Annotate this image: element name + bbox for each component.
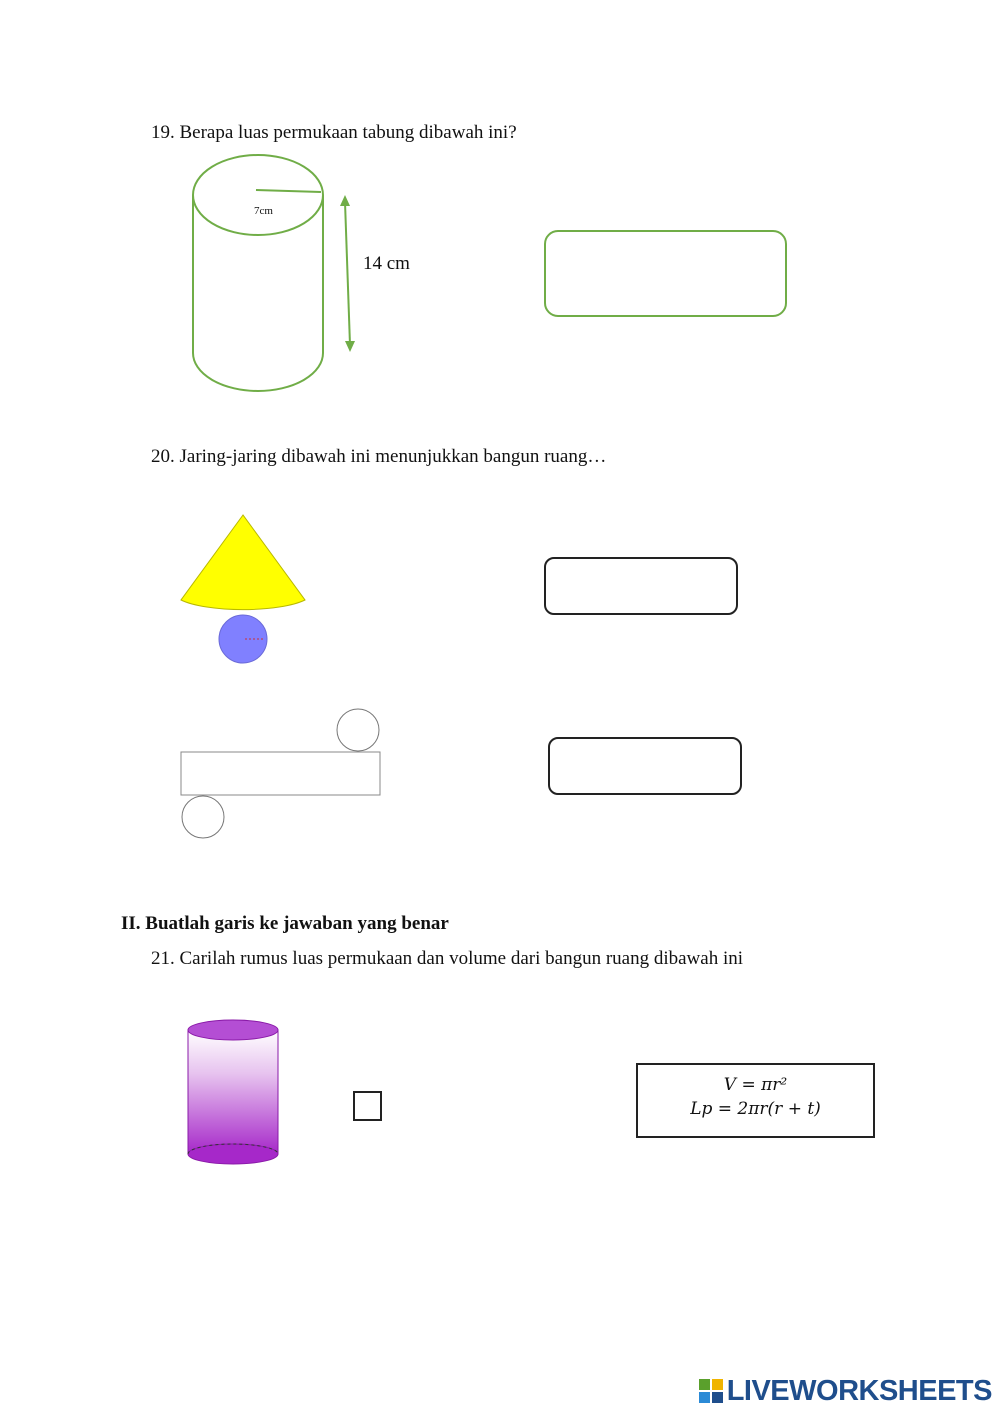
- liveworksheets-logo: [699, 1375, 992, 1407]
- height-label: 14 cm: [363, 253, 410, 274]
- radius-label: 7cm: [254, 205, 273, 217]
- section-2-number: II.: [121, 913, 141, 934]
- cylinder-diagram-q19: [180, 150, 370, 400]
- section-2-heading: [121, 913, 449, 935]
- purple-cylinder-image: [180, 1015, 290, 1175]
- match-point-square[interactable]: [353, 1091, 382, 1121]
- question-20-text: 20. Jaring-jaring dibawah ini menunjukkan bangun ruang…: [151, 446, 607, 467]
- question-19-text: 19. Berapa luas permukaan tabung dibawah ini?: [151, 122, 517, 143]
- answer-box-q20-cylinder[interactable]: [548, 737, 742, 795]
- answer-box-q20-cone[interactable]: [544, 557, 738, 615]
- section-2-title: Buatlah garis ke jawaban yang benar: [145, 913, 449, 934]
- formula-surface-area: Lp = 2πr(r + t): [690, 1099, 821, 1119]
- question-21-text: 21. Carilah rumus luas permukaan dan volume dari bangun ruang dibawah ini: [151, 948, 744, 969]
- formula-box[interactable]: [636, 1063, 875, 1138]
- formula-volume: V = πr²: [723, 1075, 788, 1095]
- logo-text: LIVEWORKSHEETS: [726, 1374, 992, 1407]
- answer-box-q19[interactable]: [544, 230, 787, 317]
- cylinder-net-diagram: [175, 705, 390, 845]
- cone-net-diagram: [175, 510, 315, 670]
- logo-grid-icon: [699, 1379, 723, 1403]
